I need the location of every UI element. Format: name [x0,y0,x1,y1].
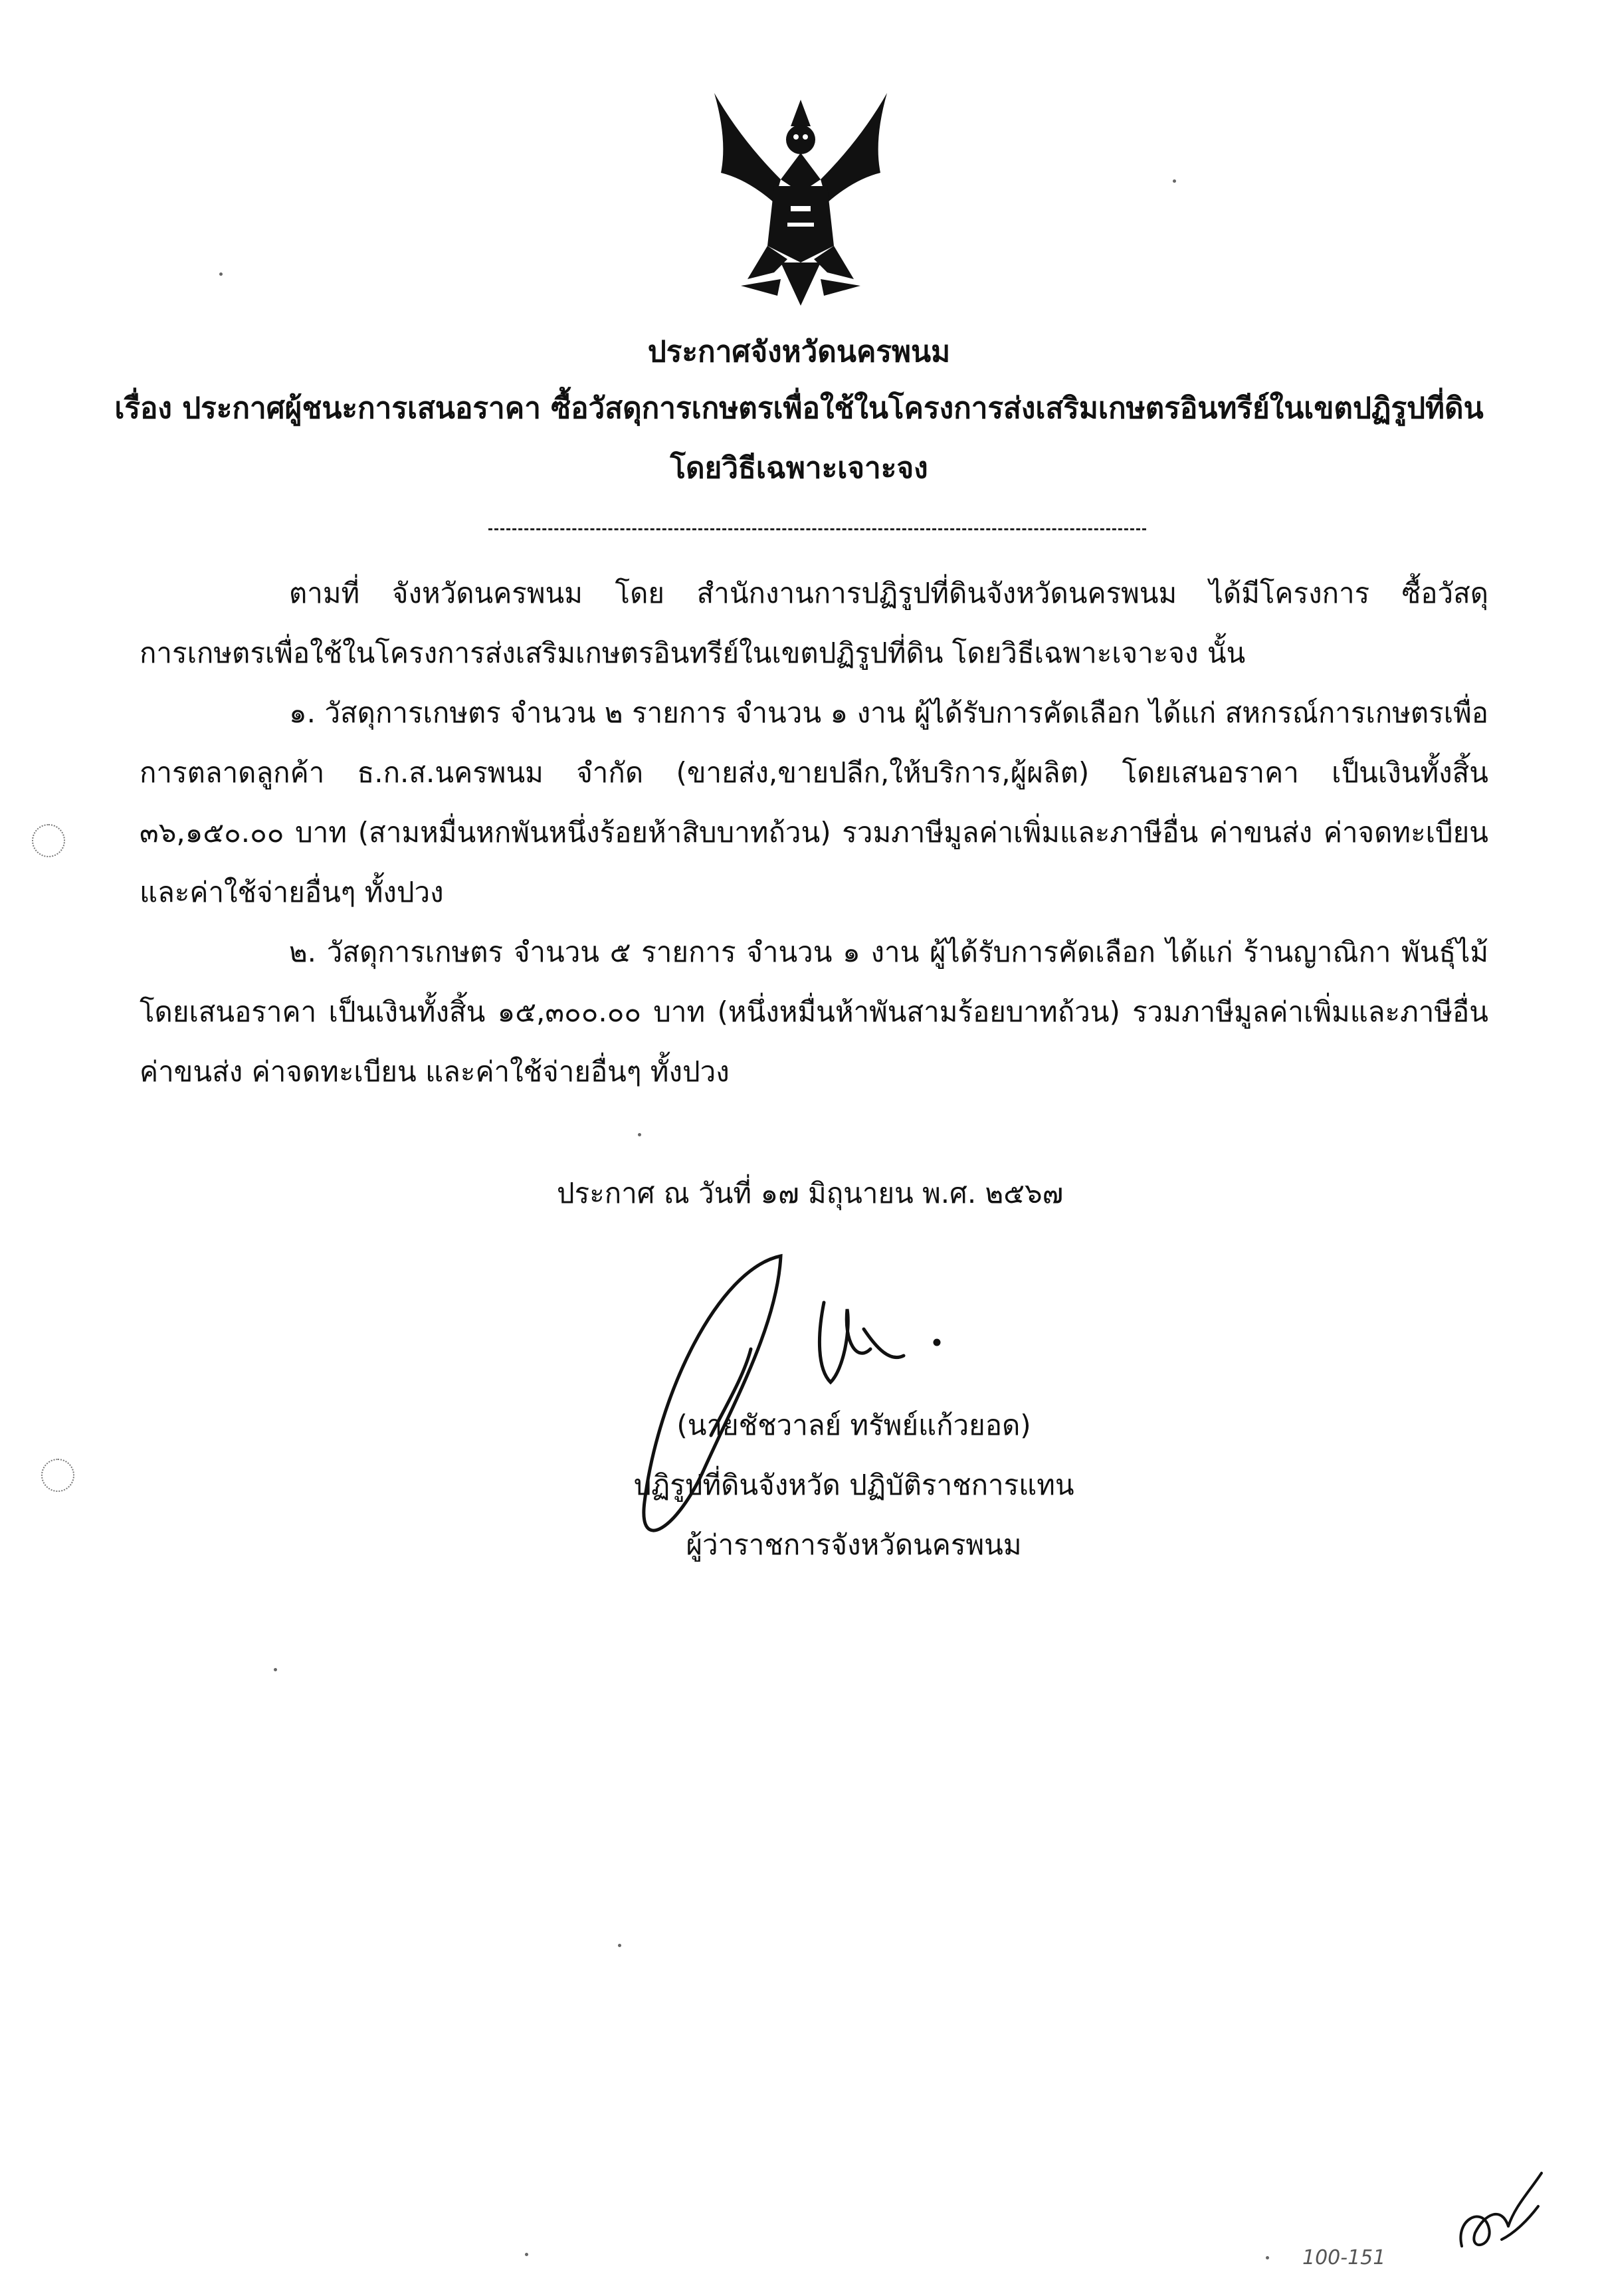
signer-position-governor: ผู้ว่าราชการจังหวัดนครพนม [686,1528,1022,1561]
signer-position: ปฏิรูปที่ดินจังหวัด ปฏิบัติราชการแทน [633,1469,1074,1501]
announcement-date: ประกาศ ณ วันที่ ๑๗ มิถุนายน พ.ศ. ๒๕๖๗ [557,1177,1064,1209]
scan-speck [1173,179,1176,183]
item-2-paragraph: ๒. วัสดุการเกษตร จำนวน ๕ รายการ จำนวน ๑ งาน ผู้ได้รับการคัดเลือก ได้แก่ ร้านญาณิกา พันธุ์ไม้ โดยเสนอราคา เป็นเงินทั้งสิ้น ๑๕,๓๐๐.๐๐ บาท (หนึ่งหมื่นห้าพันสามร้อยบาทถ้วน) รวมภาษีมูลค่าเพิ่มและภาษีอื่น ค่าขนส่ง ค่าจดทะเบียน และค่าใช้จ่ายอื่นๆ ทั้งปวง [140,936,1488,1088]
intro-paragraph: ตามที่ จังหวัดนครพนม โดย สำนักงานการปฏิรูปที่ดินจังหวัดนครพนม ได้มีโครงการ ซื้อวัสดุการเกษตรเพื่อใช้ในโครงการส่งเสริมเกษตรอินทรีย์ในเขตปฏิรูปที่ดิน โดยวิธีเฉพาะเจาะจง นั้น [140,577,1488,669]
punch-hole [41,1459,74,1492]
item-1-paragraph: ๑. วัสดุการเกษตร จำนวน ๒ รายการ จำนวน ๑ งาน ผู้ได้รับการคัดเลือก ได้แก่ สหกรณ์การเกษตรเพื่อการตลาดลูกค้า ธ.ก.ส.นครพนม จำกัด (ขายส่ง,ขายปลีก,ให้บริการ,ผู้ผลิต) โดยเสนอราคา เป็นเงินทั้งสิ้น ๓๖,๑๕๐.๐๐ บาท (สามหมื่นหกพันหนึ่งร้อยห้าสิบบาทถ้วน) รวมภาษีมูลค่าเพิ่มและภาษีอื่น ค่าขนส่ง ค่าจดทะเบียน และค่าใช้จ่ายอื่นๆ ทั้งปวง [140,696,1488,908]
garuda-emblem-icon [701,80,900,312]
announcement-title: ประกาศจังหวัดนครพนม [647,335,951,369]
announcement-subject-cont: โดยวิธีเฉพาะเจาะจง [670,451,928,485]
announcement-subject: เรื่อง ประกาศผู้ชนะการเสนอราคา ซื้อวัสดุการเกษตรเพื่อใช้ในโครงการส่งเสริมเกษตรอินทรีย์ในเขตปฏิรูปที่ดิน [114,391,1484,425]
scan-speck [219,272,223,276]
scan-speck [618,1944,621,1947]
scan-speck [638,1133,641,1136]
dashed-divider [488,528,1146,530]
signer-name: (นายชัชวาลย์ ทรัพย์แก้วยอด) [676,1409,1031,1441]
scan-speck [1266,2256,1269,2259]
scan-speck [525,2253,528,2256]
scan-speck [274,1668,277,1671]
punch-hole [32,824,65,857]
page-number-mark: 100-151 [1302,2246,1386,2269]
handwritten-initials [1448,2166,1548,2259]
